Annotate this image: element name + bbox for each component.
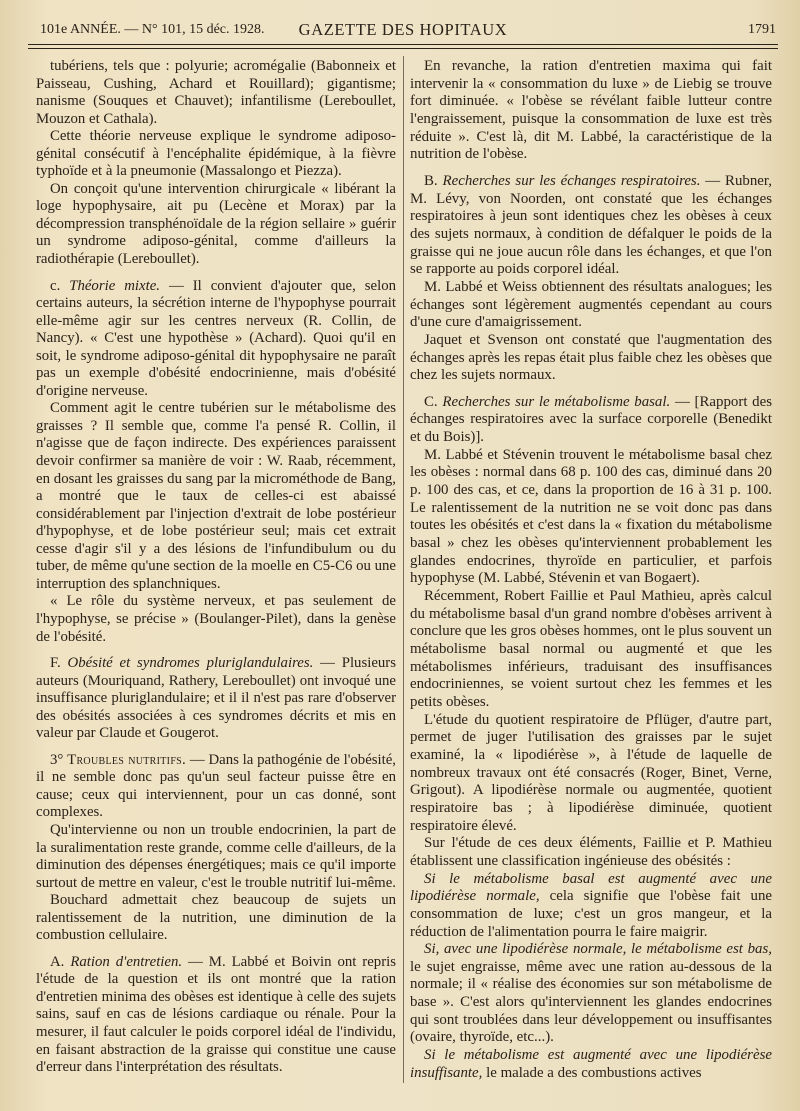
paragraph bbox=[410, 58, 772, 164]
paragraph-text: — Il convient d'ajouter que, selon certains auteurs, la sécrétion interne de l'hypophyse pourrait elle-même agir sur les centres nerveux (R. Collin, de Nancy). « C'est une hypothèse » (Achard). Quoi qu'il en soit, le syndrome adiposo-génital dit hypophysaire ne paraît pas un exemple d'obésité endocrinienne, mais d'obésité d'origine nerveuse. bbox=[36, 277, 396, 399]
page-header bbox=[28, 20, 778, 46]
paragraph bbox=[410, 712, 772, 836]
section-marker: C. bbox=[424, 393, 443, 410]
paragraph-text: En revanche, la ration d'entretien maxima qui fait intervenir la « consommation du luxe » de Liebig se trouve fort diminuée. « l'obèse se révélant faible lutteur contre l'engraissement, puisque la consommation de luxe est très réduite ». C'est là, dit M. Labbé, la caractéristique de la nutrition de l'obèse. bbox=[410, 58, 772, 163]
paragraph-text: le sujet engraisse, même avec une ration au-dessous de la normale; il « réalise des économies sur son métabolisme de base ». C'est alors qu'interviennent les glandes endocrines qui sont troublées dans leur développement ou insuffisantes (ovaire, thyroïde, etc...). bbox=[410, 958, 772, 1046]
paragraph-text: Sur l'étude de ces deux éléments, Faillie et P. Mathieu établissent une classification ingénieuse des obésités : bbox=[410, 835, 772, 869]
paragraph bbox=[36, 954, 396, 1077]
section-heading: Troubles nutritifs. bbox=[67, 751, 187, 768]
section-marker: 3° bbox=[50, 751, 68, 768]
paragraph bbox=[36, 822, 396, 892]
italic-heading: Si, avec une lipodiérèse normale, le métabolisme est bas, bbox=[424, 941, 772, 958]
section-marker: c. bbox=[50, 277, 70, 294]
paragraph-text: Jaquet et Svenson ont constaté que l'augmentation des échanges après les repas était plus faible chez les obèses que chez les sujets normaux. bbox=[410, 331, 772, 384]
paragraph bbox=[36, 128, 396, 181]
paragraph bbox=[410, 835, 772, 870]
paragraph-text: M. Labbé et Stévenin trouvent le métabolisme basal chez les obèses : normal dans 68 p. 100 des cas, diminué dans 20 p. 100 des cas, et ce, dans la proportion de 16 à 31 p. 100. Le ralentissement de la nutrition ne se voit donc pas dans toutes les obésités et c'est dans la « fixation du métabolisme basal » chez les obèses qu'interviennent probablement les glandes endocrines, thyroïde en particulier, et parfois hypophyse (M. Labbé, Stévenin et van Bogaert). bbox=[410, 446, 772, 587]
italic-heading: Recherches sur le métabolisme basal. bbox=[442, 393, 671, 410]
paragraph bbox=[36, 752, 396, 822]
left-column bbox=[36, 58, 396, 1077]
paragraph-text: On conçoit qu'une intervention chirurgicale « libérant la loge hypophysaire, ait pu (Lecène et Morax) par la décompression transphénoïdale de la région sellaire » guérir un syndrome adiposo-génital, comme d'ailleurs la radiothérapie (Lereboullet). bbox=[36, 180, 396, 268]
paragraph-text: — [Rapport des échanges respiratoires avec la surface corporelle (Benedikt et du Bois)]. bbox=[410, 393, 773, 446]
page-number: 1791 bbox=[748, 22, 776, 37]
paragraph-text: Comment agit le centre tubérien sur le métabolisme des graisses ? Il semble que, comme l'a pensé R. Collin, il n'agisse que de façon indirecte. Des expériences paraissent devoir confirmer sa manière de voir : W. Raab, récemment, en dosant les graisses du sang par la microméthode de Bang, a montré que le taux de celles-ci est abaissé considérablement par l'injection d'extrait de lobe postérieur d'hypophyse, et de lobe postérieur seul; mais cet extrait cesse d'agir s'il y a des lésions de l'infundibulum ou du tuber, de même qu'une section de la moelle en C5-C6 ou une interruption des splanchniques. bbox=[36, 400, 396, 592]
italic-heading: Si le métabolisme est augmenté avec une lipodiérèse insuffisante, bbox=[410, 1047, 772, 1081]
section-marker: A. bbox=[50, 953, 71, 970]
paragraph bbox=[410, 871, 772, 942]
italic-heading: Ration d'entretien. bbox=[70, 953, 183, 970]
paragraph-text: — Plusieurs auteurs (Mouriquand, Rathery, Lereboullet) ont invoqué une insuffisance pluriglandulaire; et il il n'est pas rare d'observer des obésités associées à ces syndromes décrits et mis en valeur par Claude et Gougerot. bbox=[36, 655, 396, 742]
paragraph-text: Récemment, Robert Faillie et Paul Mathieu, après calcul du métabolisme basal d'un grand nombre d'obèses arrivent à conclure que les gros obèses hommes, ont le plus souvent un métabolisme basal normal ou augmenté et que les métabolismes inférieurs, traduisant des insuffisances endocriniennes, se voient surtout chez les femmes et les petits obèses. bbox=[410, 588, 772, 710]
paragraph-text: L'étude du quotient respiratoire de Pflüger, d'autre part, permet de juger l'utilisation des graisses par le sujet examiné, la « lipodiérèse », à l'étude de laquelle de nombreux travaux ont été consacrés (Roger, Binet, Verne, Grigout). A lipodiérèse normale ou augmentée, quotient respiratoire bas ; à lipodiérèse diminuée, quotient respiratoire élevé. bbox=[410, 711, 772, 834]
paragraph bbox=[410, 173, 772, 279]
paragraph bbox=[410, 941, 772, 1047]
issue-info: 101e ANNÉE. — N° 101, 15 déc. 1928. bbox=[40, 22, 265, 37]
paragraph bbox=[36, 58, 396, 128]
paragraph bbox=[410, 1047, 772, 1082]
paragraph bbox=[36, 278, 396, 401]
section-marker: F. bbox=[50, 655, 68, 672]
paragraph-text: — Rubner, M. Lévy, von Noorden, ont constaté que les échanges respiratoires à jeun sont identiques chez les obèses à ceux des sujets normaux, à condition de défalquer le poids de la graisse qui ne joue aucun rôle dans les échanges, et que l'on se rapporte au poids corporel idéal. bbox=[410, 172, 772, 278]
journal-title: GAZETTE DES HOPITAUX bbox=[298, 20, 508, 39]
paragraph-text: Cette théorie nerveuse explique le syndrome adiposo-génital consécutif à l'encéphalite épidémique, à la fièvre typhoïde et à la pneumonie (Massalongo et Piezza). bbox=[36, 128, 396, 180]
paragraph bbox=[36, 593, 396, 646]
paragraph-text: — M. Labbé et Boivin ont repris l'étude de la question et ils ont montré que la ration d'entretien minima des obèses est identique à celle des sujets sains, sauf en cas de lésions cardiaque ou rénale. Pour la mesurer, il faut calculer le poids corporel idéal de l'individu, en faisant abstraction de la graisse qui constitue une cause d'erreur dans l'interprétation des résultats. bbox=[36, 953, 396, 1076]
column-divider bbox=[403, 56, 404, 1083]
paragraph bbox=[36, 400, 396, 593]
paragraph-text: cela signifie que l'obèse fait une consommation de luxe; c'est un gros mangeur, et la réduction de l'alimentation pourra le faire maigrir. bbox=[410, 888, 772, 940]
paragraph-text: tubériens, tels que : polyurie; acromégalie (Babonneix et Paisseau, Cushing, Achard et Rouillard); gigantisme; nanisme (Souques et Chauvet); infantilisme (Lereboullet, Mouzon et Cathala). bbox=[36, 58, 396, 127]
italic-heading: Si le métabolisme basal est augmenté avec une lipodiérèse normale, bbox=[410, 870, 772, 905]
paragraph bbox=[410, 394, 772, 447]
italic-heading: Recherches sur les échanges respiratoires. bbox=[442, 172, 701, 189]
paragraph-text: Qu'intervienne ou non un trouble endocrinien, la part de la suralimentation reste grande, comme celle d'ailleurs, de la diminution des dépenses énergétiques; mais ce qu'il importe surtout de mettre en valeur, c'est le trouble nutritif lui-même. bbox=[36, 821, 396, 891]
paragraph-text: le malade a des combustions actives bbox=[482, 1064, 702, 1081]
header-rule-thick bbox=[28, 44, 778, 45]
paragraph bbox=[410, 588, 772, 712]
section-marker: B. bbox=[424, 172, 443, 189]
paragraph bbox=[36, 655, 396, 743]
paragraph-text: « Le rôle du système nerveux, et pas seulement de l'hypophyse, se précise » (Boulanger-Pilet), dans la genèse de l'obésité. bbox=[36, 593, 396, 645]
italic-heading: Théorie mixte. bbox=[69, 277, 160, 294]
paragraph bbox=[410, 279, 772, 332]
paragraph-text: — Dans la pathogénie de l'obésité, il ne semble donc pas qu'un seul facteur puisse être en cause; ceux qui interviennent, pour un cas donné, sont complexes. bbox=[36, 751, 397, 821]
paragraph bbox=[36, 892, 396, 945]
header-rule-thin bbox=[28, 48, 778, 49]
paragraph bbox=[410, 447, 772, 588]
italic-heading: Obésité et syndromes pluriglandulaires. bbox=[67, 655, 314, 672]
right-column bbox=[410, 58, 772, 1082]
paragraph bbox=[410, 332, 772, 385]
paragraph-text: Bouchard admettait chez beaucoup de sujets un ralentissement de la nutrition, une diminution de la combustion cellulaire. bbox=[36, 892, 396, 944]
paragraph-text: M. Labbé et Weiss obtiennent des résultats analogues; les échanges sont légèrement augmentés cependant au cours d'une cure d'amaigrissement. bbox=[410, 278, 772, 331]
paragraph bbox=[36, 181, 396, 269]
